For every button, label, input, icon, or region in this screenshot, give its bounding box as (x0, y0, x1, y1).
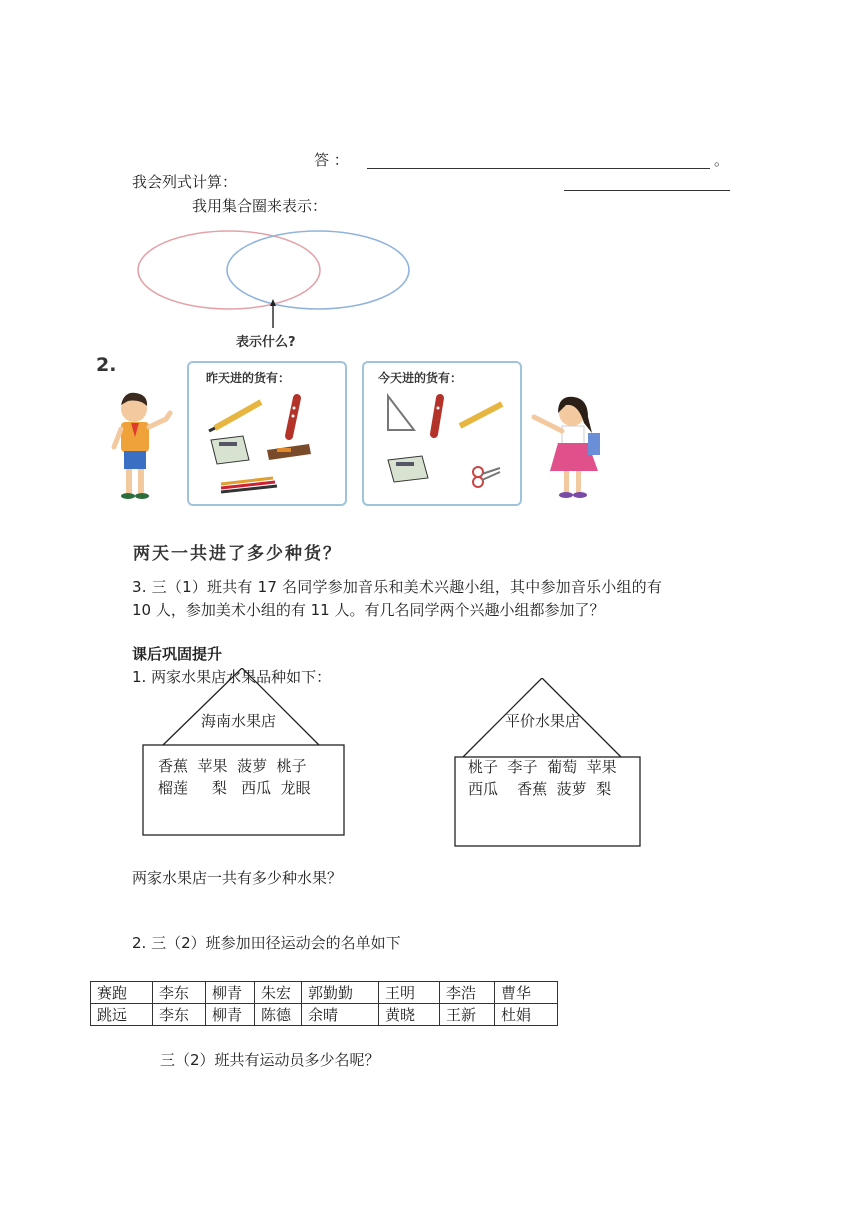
table-cell: 柳青 (206, 1004, 255, 1026)
girl-illustration (526, 393, 616, 503)
shop-b-name: 平价水果店 (505, 712, 581, 730)
table-cell: 跳远 (91, 1004, 153, 1026)
shop-a-name: 海南水果店 (201, 712, 277, 730)
table-cell: 陈德 (255, 1004, 302, 1026)
table-cell: 余晴 (302, 1004, 379, 1026)
sports-table (90, 981, 558, 1026)
notebook-icon (388, 456, 428, 482)
today-goods-title: 今天进的货有： (378, 371, 463, 385)
sports-question: 三（2）班共有运动员多少名呢？ (160, 1051, 380, 1069)
table-cell: 李浩 (440, 982, 495, 1004)
list-calc-label: 我会列式计算： (132, 173, 238, 191)
table-cell: 王明 (379, 982, 440, 1004)
boy-illustration (104, 389, 184, 509)
recorder-icon (434, 398, 440, 434)
today-goods-items (378, 390, 508, 490)
venn-arrowhead (270, 299, 276, 306)
table-cell: 赛跑 (91, 982, 153, 1004)
sports-intro: 2. 三（2）班参加田径运动会的名单如下 (132, 934, 401, 952)
calc-blank[interactable] (564, 190, 730, 191)
section-title: 课后巩固提升 (132, 645, 223, 663)
q2-question: 两天一共进了多少种货？ (133, 544, 342, 564)
answer-blank[interactable] (367, 168, 710, 169)
recorder-icon (289, 398, 297, 436)
table-cell: 曹华 (495, 982, 558, 1004)
table-row (91, 982, 558, 1004)
venn-right-circle (227, 231, 409, 309)
venn-left-circle (138, 231, 320, 309)
shop-a-fruits-row1: 香蕉 苹果 菠萝 桃子 (158, 757, 307, 775)
table-cell: 杜娟 (495, 1004, 558, 1026)
table-cell: 朱宏 (255, 982, 302, 1004)
table-cell: 郭勤勤 (302, 982, 379, 1004)
notebook-icon (211, 436, 249, 464)
yesterday-goods-title: 昨天进的货有： (206, 371, 291, 385)
venn-intro: 我用集合圈来表示： (192, 197, 328, 215)
pencil-icon (460, 404, 502, 426)
table-cell: 王新 (440, 1004, 495, 1026)
shop-a-fruits-row2: 榴莲 梨 西瓜 龙眼 (158, 779, 311, 797)
table-cell: 李东 (153, 982, 206, 1004)
scissors-icon (473, 467, 500, 487)
pencil-icon (209, 402, 261, 431)
pencil-case-icon (267, 444, 311, 460)
answer-label: 答 ： (314, 151, 349, 169)
table-cell: 李东 (153, 1004, 206, 1026)
set-square-icon (388, 396, 414, 430)
table-cell: 柳青 (206, 982, 255, 1004)
shop-b-fruits-row2: 西瓜 香蕉 菠萝 梨 (468, 780, 612, 798)
crayons-icon (221, 478, 277, 492)
shop-a-roof (163, 668, 319, 745)
table-cell: 黄晓 (379, 1004, 440, 1026)
table-row (91, 1004, 558, 1026)
fruit-question: 两家水果店一共有多少种水果？ (132, 869, 343, 887)
answer-end-mark: 。 (714, 151, 730, 169)
venn-caption: 表示什么? (236, 335, 296, 350)
shop-a-house (142, 668, 347, 838)
shop-b-fruits-row1: 桃子 李子 葡萄 苹果 (468, 758, 617, 776)
q2-number: 2. (96, 354, 117, 376)
q3-line2: 10 人，参加美术小组的有 11 人。有几名同学两个兴趣小组都参加了？ (132, 601, 605, 619)
yesterday-goods-items (205, 390, 325, 498)
q3-line1: 3. 三（1）班共有 17 名同学参加音乐和美术兴趣小组，其中参加音乐小组的有 (132, 578, 663, 596)
fruit-intro: 1. 两家水果店水果品种如下： (132, 668, 332, 686)
